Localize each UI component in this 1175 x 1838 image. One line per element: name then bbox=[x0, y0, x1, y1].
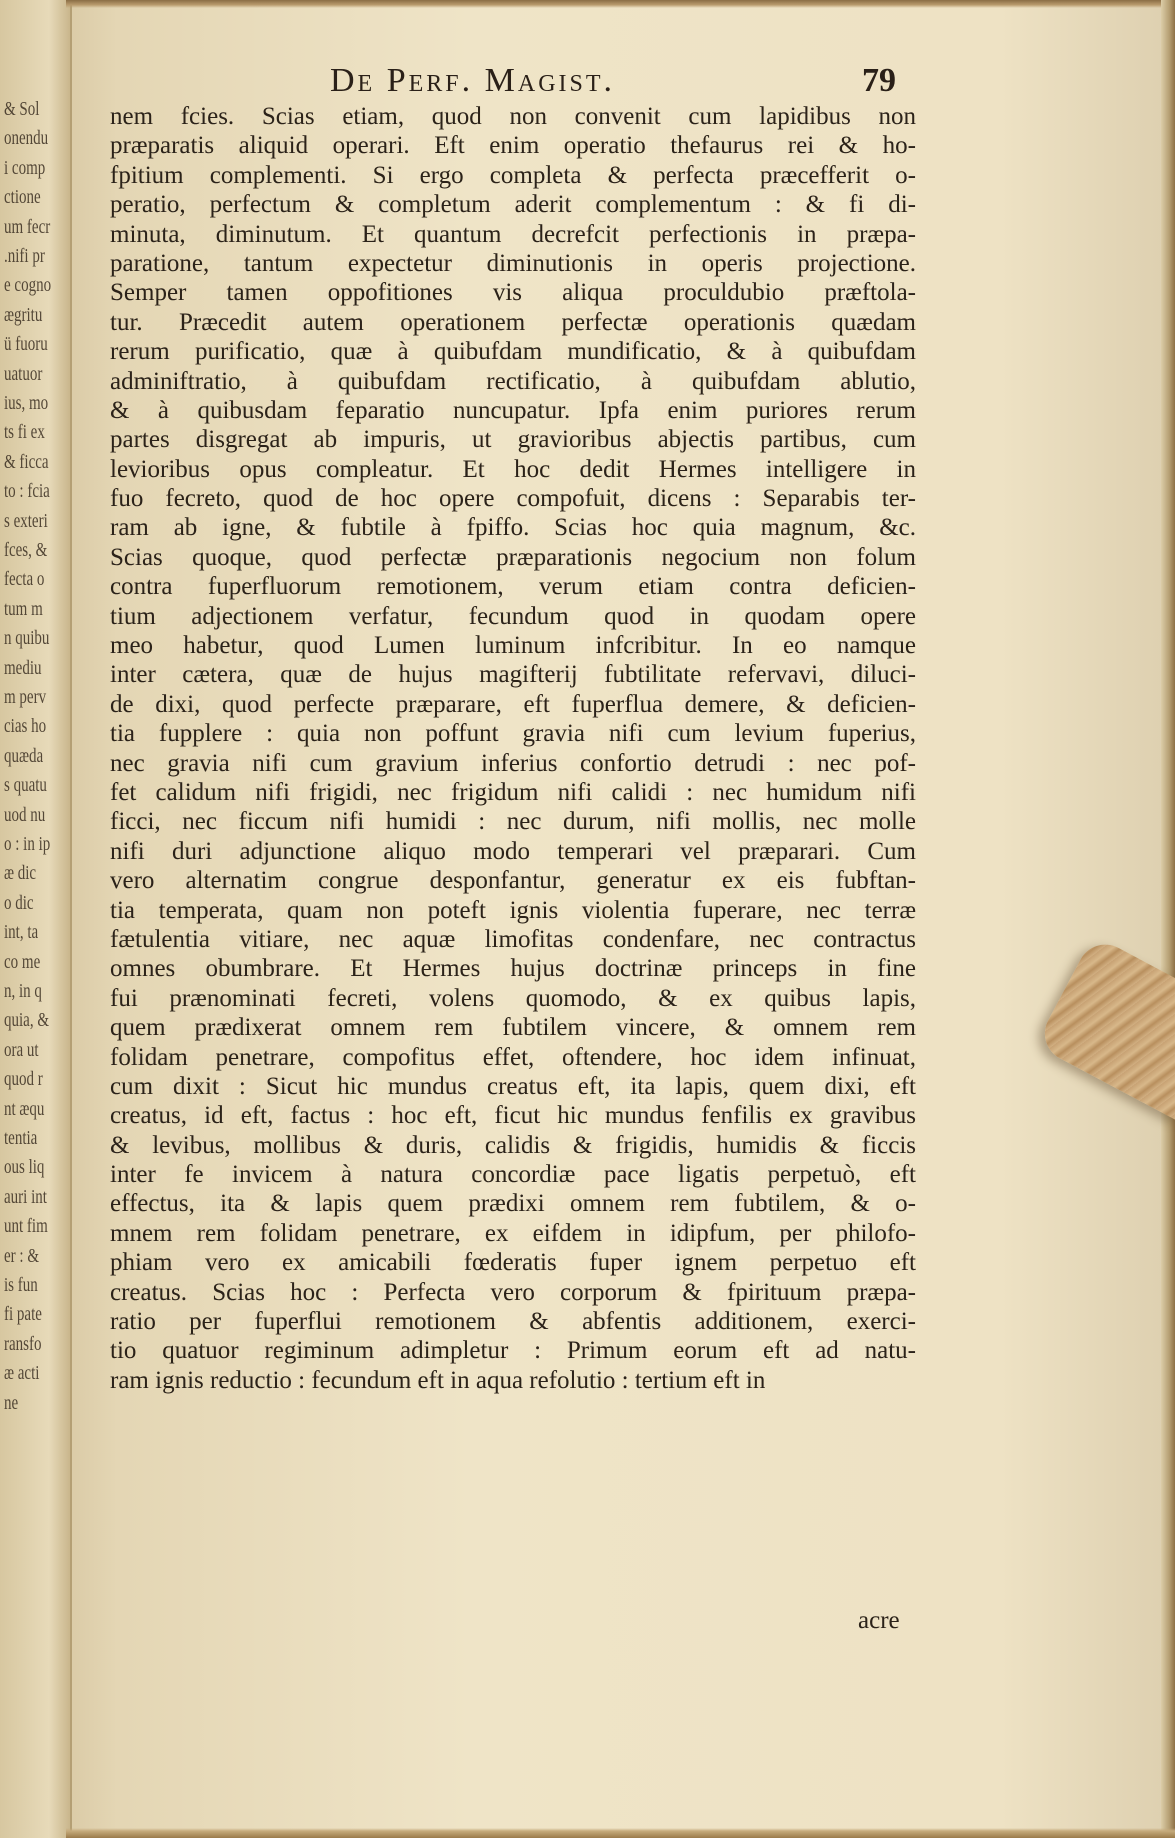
running-head: De Perf. Magist. bbox=[330, 62, 616, 99]
text-line: folidam penetrare, compofitus effet, oftendere, hoc idem infinuat, bbox=[110, 1043, 916, 1071]
left-margin-fragment: tum m bbox=[4, 597, 43, 620]
left-margin-fragment: & ficca bbox=[4, 450, 49, 473]
left-margin-fragment: uatuor bbox=[4, 362, 43, 385]
body-text bbox=[110, 102, 916, 1395]
text-line: nifi duri adjunctione aliquo modo temperari vel præparari. Cum bbox=[110, 837, 916, 865]
text-line: levioribus opus compleatur. Et hoc dedit Hermes intelligere in bbox=[110, 455, 916, 483]
right-page-edge bbox=[1161, 0, 1175, 1838]
page-number: 79 bbox=[862, 62, 896, 99]
left-margin-fragment: n, in q bbox=[4, 980, 42, 1002]
text-line: ratio per fuperflui remotionem & abfentis additionem, exerci- bbox=[110, 1308, 916, 1336]
text-line: peratio, perfectum & completum aderit complementum : & fi di- bbox=[110, 191, 916, 219]
left-margin-fragment: e cogno bbox=[4, 274, 52, 297]
text-line: fet calidum nifi frigidi, nec frigidum nifi calidi : nec humidum nifi bbox=[110, 778, 916, 806]
text-line: inter cætera, quæ de hujus magifterij fubtilitate refervavi, diluci- bbox=[110, 661, 916, 689]
left-margin-fragment: ius, mo bbox=[4, 392, 49, 414]
text-line: rerum purificatio, quæ à quibufdam mundificatio, & à quibufdam bbox=[110, 338, 916, 366]
left-margin-fragment: s exteri bbox=[4, 509, 48, 532]
left-margin-fragment: ransfo bbox=[4, 1332, 42, 1355]
left-margin-fragment: fces, & bbox=[4, 539, 48, 561]
text-line: fpitium complementi. Si ergo completa & perfecta præcefferit o- bbox=[110, 161, 916, 189]
left-margin-fragment: quia, & bbox=[4, 1009, 49, 1032]
text-line: & à quibusdam feparatio nuncupatur. Ipfa enim puriores rerum bbox=[110, 396, 916, 424]
left-margin-fragment: fecta o bbox=[4, 568, 45, 591]
left-margin-fragment: to : fcia bbox=[4, 480, 50, 503]
text-line: tia fupplere : quia non poffunt gravia nifi cum levium fuperius, bbox=[110, 720, 916, 748]
left-margin-fragment: o : in ip bbox=[4, 833, 51, 855]
left-margin-fragment: s quatu bbox=[4, 774, 47, 797]
text-line: contra fuperfluorum remotionem, verum etiam contra deficien- bbox=[110, 573, 916, 601]
left-margin-fragment: uod nu bbox=[4, 803, 46, 826]
left-margin-fragment: .nifi pr bbox=[4, 245, 45, 267]
text-line: Scias quoque, quod perfectæ præparationis negocium non folum bbox=[110, 543, 916, 571]
left-margin-fragment: quæda bbox=[4, 744, 44, 767]
text-line: meo habetur, quod Lumen luminum infcribitur. In eo namque bbox=[110, 632, 916, 660]
text-line: fætulentia vitiare, nec aquæ limofitas condenfare, nec contractus bbox=[110, 925, 916, 953]
text-line: minuta, diminutum. Et quantum decrefcit perfectionis in præpa- bbox=[110, 220, 916, 248]
left-margin-fragment: quod r bbox=[4, 1068, 43, 1091]
text-line: paratione, tantum expectetur diminutionis in operis projectione. bbox=[110, 249, 916, 277]
left-margin-fragment: fi pate bbox=[4, 1303, 42, 1326]
left-margin-fragment: cias ho bbox=[4, 715, 47, 738]
left-margin-fragment: um fecr bbox=[4, 215, 51, 238]
left-margin-fragment: int, ta bbox=[4, 921, 39, 944]
left-margin-fragment: nt æqu bbox=[4, 1097, 45, 1120]
text-line: ram ab igne, & fubtile à fpiffo. Scias hoc quia magnum, &c. bbox=[110, 514, 916, 542]
left-margin-fragment: ctione bbox=[4, 186, 41, 209]
left-margin-fragment: i comp bbox=[4, 156, 46, 179]
left-margin-fragment: m perv bbox=[4, 686, 47, 708]
text-line: phiam vero ex amicabili fœderatis fuper ignem perpetuo eft bbox=[110, 1249, 916, 1277]
left-margin-fragment: æ dic bbox=[4, 862, 37, 885]
left-margin-fragment: ægritu bbox=[4, 303, 43, 326]
left-margin-fragment: ora ut bbox=[4, 1038, 39, 1061]
left-margin-fragment: æ acti bbox=[4, 1362, 40, 1385]
left-margin-fragment: ous liq bbox=[4, 1156, 45, 1179]
text-line: præparatis aliquid operari. Eft enim operatio thefaurus rei & ho- bbox=[110, 132, 916, 160]
text-line: ficci, nec ficcum nifi humidi : nec durum, nifi mollis, nec molle bbox=[110, 808, 916, 836]
text-line: adminiftratio, à quibufdam rectificatio, à quibufdam ablutio, bbox=[110, 367, 916, 395]
text-line: tium adjectionem verfatur, fecundum quod in quodam opere bbox=[110, 602, 916, 630]
page-header bbox=[110, 62, 930, 102]
left-margin-fragment: onendu bbox=[4, 127, 49, 150]
left-margin-fragment: & Sol bbox=[4, 98, 40, 120]
left-margin-fragment: er : & bbox=[4, 1244, 39, 1267]
catchword: acre bbox=[858, 1607, 900, 1634]
text-line: fui prænominati fecreti, volens quomodo, & ex quibus lapis, bbox=[110, 984, 916, 1012]
left-margin-fragment: auri int bbox=[4, 1185, 47, 1208]
text-line: vero alternatim congrue desponfantur, generatur ex eis fubftan- bbox=[110, 867, 916, 895]
left-margin-fragment: is fun bbox=[4, 1274, 38, 1296]
text-line: effectus, ita & lapis quem prædixi omnem rem fubtilem, & o- bbox=[110, 1190, 916, 1218]
text-line: creatus. Scias hoc : Perfecta vero corporum & fpirituum præpa- bbox=[110, 1278, 916, 1306]
text-line: Semper tamen oppofitiones vis aliqua proculdubio præftola- bbox=[110, 279, 916, 307]
text-line: tia temperata, quam non poteft ignis violentia fuperare, nec terræ bbox=[110, 896, 916, 924]
top-page-edge bbox=[66, 0, 1175, 8]
text-line: ram ignis reductio : fecundum eft in aqua refolutio : tertium eft in bbox=[110, 1366, 766, 1394]
text-line: nem fcies. Scias etiam, quod non convenit cum lapidibus non bbox=[110, 103, 916, 130]
text-line: nec gravia nifi cum gravium inferius confortio detrudi : nec pof- bbox=[110, 749, 916, 777]
left-margin-fragment: ne bbox=[4, 1391, 19, 1414]
text-line: de dixi, quod perfecte præparare, eft fuperflua demere, & deficien- bbox=[110, 690, 916, 718]
left-margin-fragment: o dic bbox=[4, 891, 34, 914]
text-line: inter fe invicem à natura concordiæ pace ligatis perpetuò, eft bbox=[110, 1161, 916, 1189]
left-page-margin bbox=[0, 0, 72, 1838]
text-line: partes disgregat ab impuris, ut gravioribus abjectis partibus, cum bbox=[110, 426, 916, 454]
text-line: creatus, id eft, factus : hoc eft, ficut hic mundus fenfilis ex gravibus bbox=[110, 1102, 916, 1130]
left-margin-fragment: unt fim bbox=[4, 1215, 48, 1238]
text-line: omnes obumbrare. Et Hermes hujus doctrinæ princeps in fine bbox=[110, 955, 916, 983]
left-margin-fragment: co me bbox=[4, 950, 41, 973]
text-line: & levibus, mollibus & duris, calidis & frigidis, humidis & ficcis bbox=[110, 1131, 916, 1159]
text-line: tur. Præcedit autem operationem perfectæ operationis quædam bbox=[110, 308, 916, 336]
text-line: fuo fecreto, quod de hoc opere compofuit, dicens : Separabis ter- bbox=[110, 485, 916, 513]
left-margin-fragment: tentia bbox=[4, 1127, 38, 1149]
text-line: quem prædixerat omnem rem fubtilem vincere, & omnem rem bbox=[110, 1014, 916, 1042]
left-margin-fragment: ts fi ex bbox=[4, 421, 45, 444]
text-line: mnem rem folidam penetrare, ex eifdem in idipfum, per philofo- bbox=[110, 1219, 916, 1247]
left-margin-fragment: ü fuoru bbox=[4, 333, 48, 356]
text-line: cum dixit : Sicut hic mundus creatus eft, ita lapis, quem dixi, eft bbox=[110, 1072, 916, 1100]
left-margin-fragment: mediu bbox=[4, 656, 42, 679]
text-line: tio quatuor regiminum adimpletur : Primum eorum eft ad natu- bbox=[110, 1337, 916, 1365]
bottom-page-edge bbox=[66, 1828, 1175, 1838]
left-margin-fragment: n quibu bbox=[4, 627, 50, 650]
